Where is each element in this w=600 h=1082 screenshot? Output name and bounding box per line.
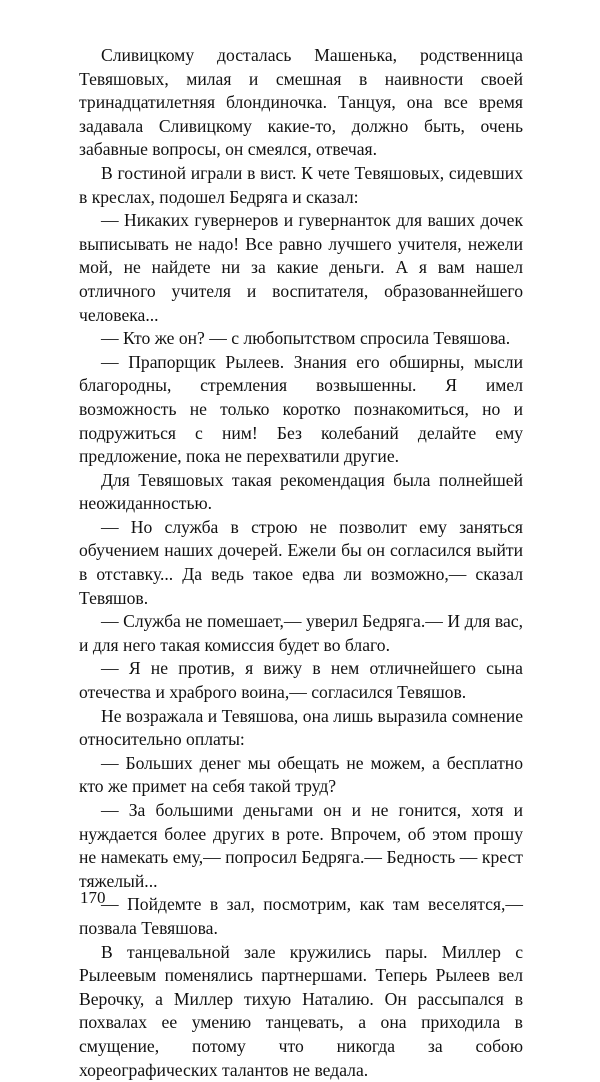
paragraph: — За большими деньгами он и не гонится, хотя и нуждается более других в роте. Впрочем, об этом прошу не намекать ему,— попросил Бедряга.— Бедность — крест тяжелый... [79, 800, 523, 891]
body-text [79, 44, 523, 1082]
paragraph: — Больших денег мы обещать не можем, а бесплатно кто же примет на себя такой труд? [79, 752, 523, 797]
paragraph: — Пойдемте в зал, посмотрим, как там веселятся,— позвала Тевяшова. [79, 894, 523, 938]
paragraph: — Кто же он? — с любопытством спросила Тевяшова. [101, 328, 511, 349]
paragraph: В гостиной играли в вист. К чете Тевяшовых, сидевших в креслах, подошел Бедряга и сказал: [79, 162, 523, 207]
page-number: 170 [80, 888, 106, 907]
paragraph: Для Тевяшовых такая рекомендация была полнейшей неожиданностью. [79, 469, 523, 514]
paragraph: — Но служба в строю не позволит ему заняться обучением наших дочерей. Ежели бы он согласился выйти в отставку... Да ведь такое едва ли возможно,— сказал Тевяшов. [79, 516, 523, 608]
paragraph: — Служба не помешает,— уверил Бедряга.— И для вас, и для него такая комиссия будет во благо. [79, 611, 523, 655]
paragraph: — Прапорщик Рылеев. Знания его обширны, мысли благородны, стремления возвышенны. Я имел возможность не только коротко познакомиться, но и подружиться с ним! Без колебаний делайте ему предложение, пока не перехватили другие. [79, 351, 523, 467]
paragraph: В танцевальной зале кружились пары. Миллер с Рылеевым поменялись партнершами. Теперь Рылеев вел Верочку, а Миллер тихую Наталию. Он рассыпался в похвалах ее умению танцевать, а она приходила в смущение, потому что никогда за собою хореографических талантов не ведала. [79, 941, 523, 1080]
paragraph: Сливицкому досталась Машенька, родственница Тевяшовых, милая и смешная в наивности своей тринадцатилетняя блондиночка. Танцуя, она все время задавала Сливицкому какие-то, должно быть, очень забавные вопросы, он смеялся, отвечая. [79, 45, 523, 160]
paragraph: — Я не против, я вижу в нем отличнейшего сына отечества и храброго воина,— согласился Тевяшов. [79, 658, 523, 703]
paragraph: Не возражала и Тевяшова, она лишь выразила сомнение относительно оплаты: [79, 705, 523, 750]
paragraph: — Никаких гувернеров и гувернанток для ваших дочек выписывать не надо! Все равно лучшего учителя, нежели мой, не найдете ни за какие деньги. А я вам нашел отличного учителя и воспитателя, образованнейшего человека... [79, 210, 523, 325]
